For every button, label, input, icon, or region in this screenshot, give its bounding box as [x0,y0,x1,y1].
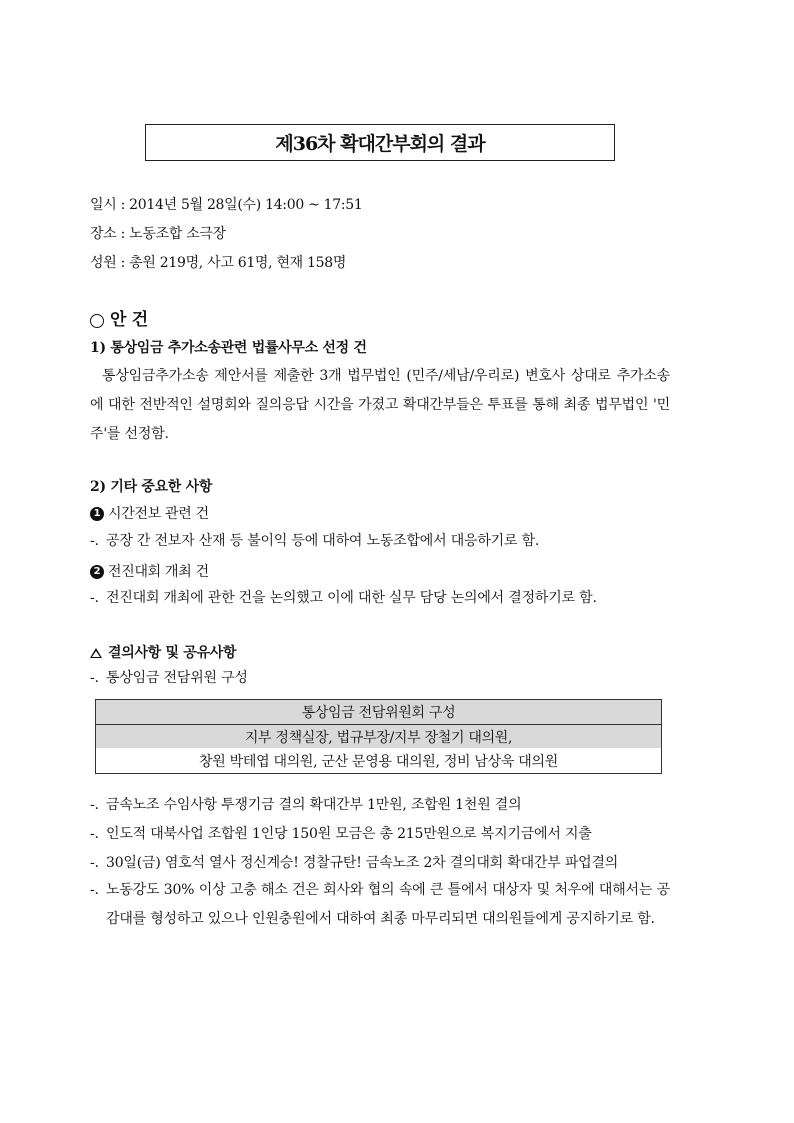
meeting-quorum: 성원 : 총원 219명, 사고 61명, 현재 158명 [90,255,347,271]
sub-item1-detail [90,527,670,556]
resolutions-heading-label: 결의사항 및 공유사항 [108,645,237,661]
resolution-item-4 [90,876,670,934]
table-header-cell: 통상임금 전담위원회 구성 [96,700,662,725]
sub-item2-detail-text: 전진대회 개최에 관한 건을 논의했고 이에 대한 실무 담당 논의에서 결정하기로 함. [106,590,597,606]
resolution-item-text: 인도적 대북사업 조합원 1인당 150원 모금은 총 215만원으로 복지기금에서 지출 [106,826,592,842]
resolution-item-text: 금속노조 수임사항 투쟁기금 결의 확대간부 1만원, 조합원 1천원 결의 [106,797,522,813]
table-row [96,725,662,749]
table-cell: 창원 박테엽 대의원, 군산 문영용 대의원, 정비 남상욱 대의원 [96,748,662,774]
document-title-box [145,124,615,161]
triangle-icon [90,648,102,658]
table-row [96,748,662,774]
meeting-date: 일시 : 2014년 5월 28일(수) 14:00 ~ 17:51 [90,197,363,213]
resolution-item-1 [90,791,670,820]
dash-marker: -. [90,826,99,842]
committee-table [95,699,662,774]
resolutions-intro-text: 통상임금 전담위원 구성 [106,670,248,686]
sub-item1-title-text: 시간전보 관련 건 [108,506,209,522]
table-cell: 지부 정책실장, 법규부장/지부 장철기 대의원, [96,725,662,749]
resolutions-heading [90,642,236,662]
table-header-row [96,700,662,725]
dash-marker: -. [90,533,99,549]
dash-marker: -. [90,882,99,898]
sub-item2-title [90,561,209,581]
resolution-item-2 [90,820,670,849]
meeting-place: 장소 : 노동조합 소극장 [90,226,226,242]
agenda-item2-heading: 2) 기타 중요한 사항 [90,479,213,495]
dash-marker: -. [90,590,99,606]
agenda-heading-label: 안 건 [110,310,148,330]
dash-marker: -. [90,797,99,813]
agenda-heading [90,305,148,330]
sub-item1-title [90,503,209,523]
agenda-item1-heading: 1) 통상임금 추가소송관련 법률사무소 선정 건 [90,340,367,356]
resolution-item-text: 30일(금) 염호석 열사 정신계승! 경찰규탄! 금속노조 2차 결의대회 확대간부 파업결의 [106,855,619,871]
dash-marker: -. [90,670,99,686]
number-1-icon: 1 [90,507,104,521]
resolutions-intro [90,664,670,693]
document-title: 제36차 확대간부회의 결과 [275,133,485,155]
resolution-item-text: 노동강도 30% 이상 고충 해소 건은 회사와 협의 속에 큰 틀에서 대상자 및 처우에 대해서는 공감대를 형성하고 있으나 인원충원에서 대하여 최종 마무리되면 대의원들에게 공지하기로 함. [106,882,670,927]
open-circle-icon [90,314,104,328]
number-2-icon: 2 [90,565,104,579]
sub-item1-detail-text: 공장 간 전보자 산재 등 불이익 등에 대하여 노동조합에서 대응하기로 함. [106,533,540,549]
agenda-item1-body [90,362,670,449]
sub-item2-detail [90,584,670,613]
sub-item2-title-text: 전진대회 개최 건 [108,564,209,580]
resolution-item-3 [90,849,670,878]
agenda-item1-text: 통상임금추가소송 제안서를 제출한 3개 법무법인 (민주/세남/우리로) 변호사 상대로 추가소송에 대한 전반적인 설명회와 질의응답 시간을 가졌고 확대간부들은 투표를 통해 최종 법무법인 '민주'를 선정함. [90,368,670,442]
dash-marker: -. [90,855,99,871]
